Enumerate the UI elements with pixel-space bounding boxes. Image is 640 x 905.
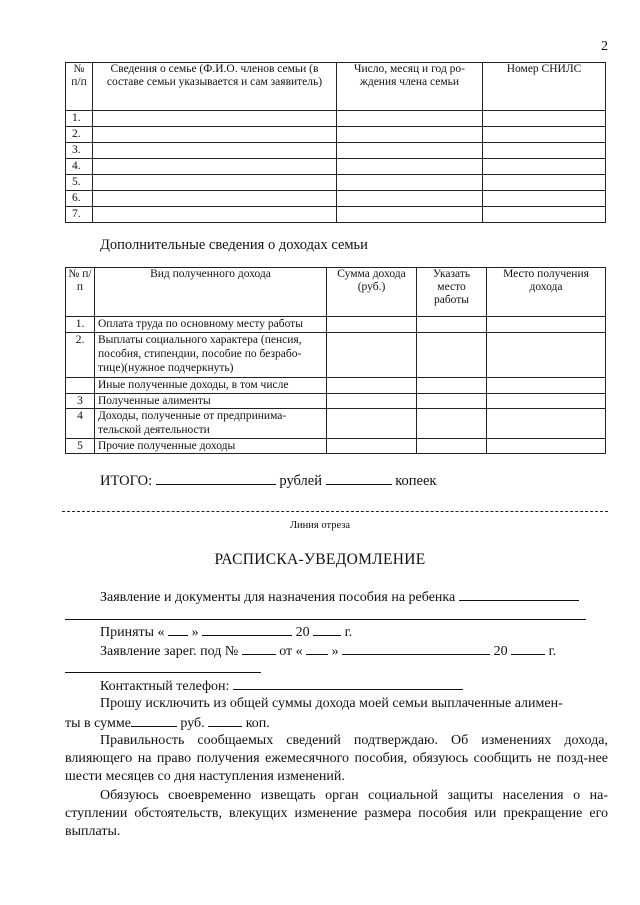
child-name-continuation-line[interactable] (65, 619, 586, 620)
income-heading: Дополнительные сведения о доходах семьи (100, 237, 368, 253)
income-sum-cell[interactable] (327, 409, 417, 439)
income-source-cell[interactable] (487, 439, 606, 454)
income-type-cell: Иные полученные доходы, в том числе (95, 378, 327, 394)
accepted-line (100, 623, 352, 641)
row-number: 5 (66, 439, 95, 454)
alimony-kopecks-label: коп. (245, 716, 270, 731)
alimony-amount-label: ты в сумме (65, 716, 131, 731)
contact-phone-field[interactable] (233, 677, 463, 690)
from-label: от « (279, 644, 303, 659)
member-name-cell[interactable] (93, 111, 337, 127)
row-number: 4. (66, 159, 93, 175)
income-type-cell: Доходы, полученные от предпринима-тельской деятельности (95, 409, 327, 439)
accepted-year-prefix: 20 (295, 625, 310, 640)
confirmation-paragraph: Правильность сообщаемых сведений подтверждаю. Об изменениях дохода, влияющего на право получения ежемесячного пособия, обязуюсь сообщить не позд-нее шести месяцев со дня наступления изменений. (65, 733, 608, 784)
snils-cell[interactable] (483, 111, 606, 127)
total-line (100, 472, 436, 490)
member-name-cell[interactable] (93, 159, 337, 175)
income-sum-cell[interactable] (327, 439, 417, 454)
workplace-cell[interactable] (417, 439, 487, 454)
accepted-month-field[interactable] (202, 623, 292, 636)
row-number: 2. (66, 127, 93, 143)
header-income-source: Место получения дохода (487, 268, 606, 317)
kopecks-label: копеек (395, 473, 437, 489)
alimony-line-2 (65, 714, 270, 732)
row-number: 5. (66, 175, 93, 191)
row-number (66, 378, 95, 394)
income-sum-cell[interactable] (327, 333, 417, 378)
table-row (66, 159, 606, 175)
total-label: ИТОГО: (100, 473, 153, 489)
workplace-cell[interactable] (417, 317, 487, 333)
table-row (66, 317, 606, 333)
income-type-cell: Прочие полученные доходы (95, 439, 327, 454)
workplace-cell[interactable] (417, 378, 487, 394)
income-sum-cell[interactable] (327, 394, 417, 409)
receipt-title: РАСПИСКА-УВЕДОМЛЕНИЕ (214, 551, 426, 568)
income-sum-cell[interactable] (327, 378, 417, 394)
accepted-year-field[interactable] (313, 623, 341, 636)
accepted-day-field[interactable] (168, 623, 188, 636)
row-number: 3. (66, 143, 93, 159)
income-source-cell[interactable] (487, 317, 606, 333)
workplace-cell[interactable] (417, 333, 487, 378)
total-rubles-field[interactable] (156, 472, 276, 485)
alimony-rubles-label: руб. (180, 716, 205, 731)
documents-text: Заявление и документы для назначения пособия на ребенка (100, 590, 456, 605)
family-table-header (66, 63, 606, 111)
table-row (66, 333, 606, 378)
snils-cell[interactable] (483, 143, 606, 159)
registered-line (100, 642, 556, 660)
notification-paragraph: Обязуюсь своевременно извещать орган социальной защиты населения о на-ступлении обстоятельств, влекущих изменение размера пособия или прекращение его выплаты. (65, 788, 608, 839)
table-row (66, 127, 606, 143)
table-row (66, 191, 606, 207)
income-source-cell[interactable] (487, 378, 606, 394)
registered-month-field[interactable] (342, 642, 490, 655)
registered-year-field[interactable] (511, 642, 545, 655)
registered-label: Заявление зарег. под № (100, 644, 239, 659)
table-row (66, 207, 606, 223)
row-number: 4 (66, 409, 95, 439)
contact-line (100, 677, 463, 695)
member-name-cell[interactable] (93, 207, 337, 223)
signature-line[interactable] (65, 672, 261, 673)
cut-line-label: Линия отреза (289, 520, 351, 531)
total-kopecks-field[interactable] (326, 472, 392, 485)
snils-cell[interactable] (483, 207, 606, 223)
member-name-cell[interactable] (93, 143, 337, 159)
income-table (65, 267, 606, 454)
workplace-cell[interactable] (417, 409, 487, 439)
snils-cell[interactable] (483, 191, 606, 207)
income-source-cell[interactable] (487, 333, 606, 378)
header-income-type: Вид полученного дохода (95, 268, 327, 317)
income-sum-cell[interactable] (327, 317, 417, 333)
contact-label: Контактный телефон: (100, 679, 230, 694)
header-workplace: Указать место работы (417, 268, 487, 317)
header-snils: Номер СНИЛС (483, 63, 606, 111)
birth-date-cell[interactable] (337, 207, 483, 223)
table-row (66, 394, 606, 409)
table-row (66, 409, 606, 439)
birth-date-cell[interactable] (337, 127, 483, 143)
income-source-cell[interactable] (487, 394, 606, 409)
header-income-sum: Сумма дохода (руб.) (327, 268, 417, 317)
row-number: 1. (66, 111, 93, 127)
row-number: 1. (66, 317, 95, 333)
table-row (66, 439, 606, 454)
snils-cell[interactable] (483, 175, 606, 191)
registered-year-prefix: 20 (493, 644, 508, 659)
from-close-quote: » (331, 644, 339, 659)
member-name-cell[interactable] (93, 175, 337, 191)
table-row (66, 378, 606, 394)
family-members-table (65, 62, 606, 223)
birth-date-cell[interactable] (337, 159, 483, 175)
income-type-cell: Полученные алименты (95, 394, 327, 409)
member-name-cell[interactable] (93, 127, 337, 143)
header-num: № п/п (66, 268, 95, 317)
snils-cell[interactable] (483, 159, 606, 175)
snils-cell[interactable] (483, 127, 606, 143)
accepted-label: Приняты « (100, 625, 165, 640)
rubles-label: рублей (279, 473, 322, 489)
alimony-kopecks-field[interactable] (208, 714, 242, 727)
income-type-cell: Оплата труда по основному месту работы (95, 317, 327, 333)
documents-line (100, 588, 579, 606)
accepted-close-quote: » (191, 625, 199, 640)
income-type-cell: Выплаты социального характера (пенсия, пособия, стипендии, пособие по безрабо-тице)(нужное подчеркнуть) (95, 333, 327, 378)
birth-date-cell[interactable] (337, 175, 483, 191)
row-number: 3 (66, 394, 95, 409)
page-number: 2 (601, 39, 608, 54)
workplace-cell[interactable] (417, 394, 487, 409)
table-row (66, 111, 606, 127)
birth-date-cell[interactable] (337, 143, 483, 159)
income-source-cell[interactable] (487, 409, 606, 439)
row-number: 6. (66, 191, 93, 207)
table-row (66, 175, 606, 191)
header-birth-date: Число, месяц и год ро-ждения члена семьи (337, 63, 483, 111)
child-name-field[interactable] (459, 588, 579, 601)
income-table-header (66, 268, 606, 317)
cut-line (62, 511, 608, 512)
row-number: 7. (66, 207, 93, 223)
alimony-rubles-field[interactable] (131, 714, 177, 727)
registered-year-suffix: г. (548, 644, 557, 659)
header-num: № п/п (66, 63, 93, 111)
birth-date-cell[interactable] (337, 191, 483, 207)
birth-date-cell[interactable] (337, 111, 483, 127)
row-number: 2. (66, 333, 95, 378)
accepted-year-suffix: г. (344, 625, 353, 640)
member-name-cell[interactable] (93, 191, 337, 207)
registered-day-field[interactable] (306, 642, 328, 655)
header-members: Сведения о семье (Ф.И.О. членов семьи (в составе семьи указывается и сам заявитель) (93, 63, 337, 111)
registration-number-field[interactable] (242, 642, 276, 655)
table-row (66, 143, 606, 159)
alimony-line-1: Прошу исключить из общей суммы дохода моей семьи выплаченные алимен- (100, 696, 563, 711)
